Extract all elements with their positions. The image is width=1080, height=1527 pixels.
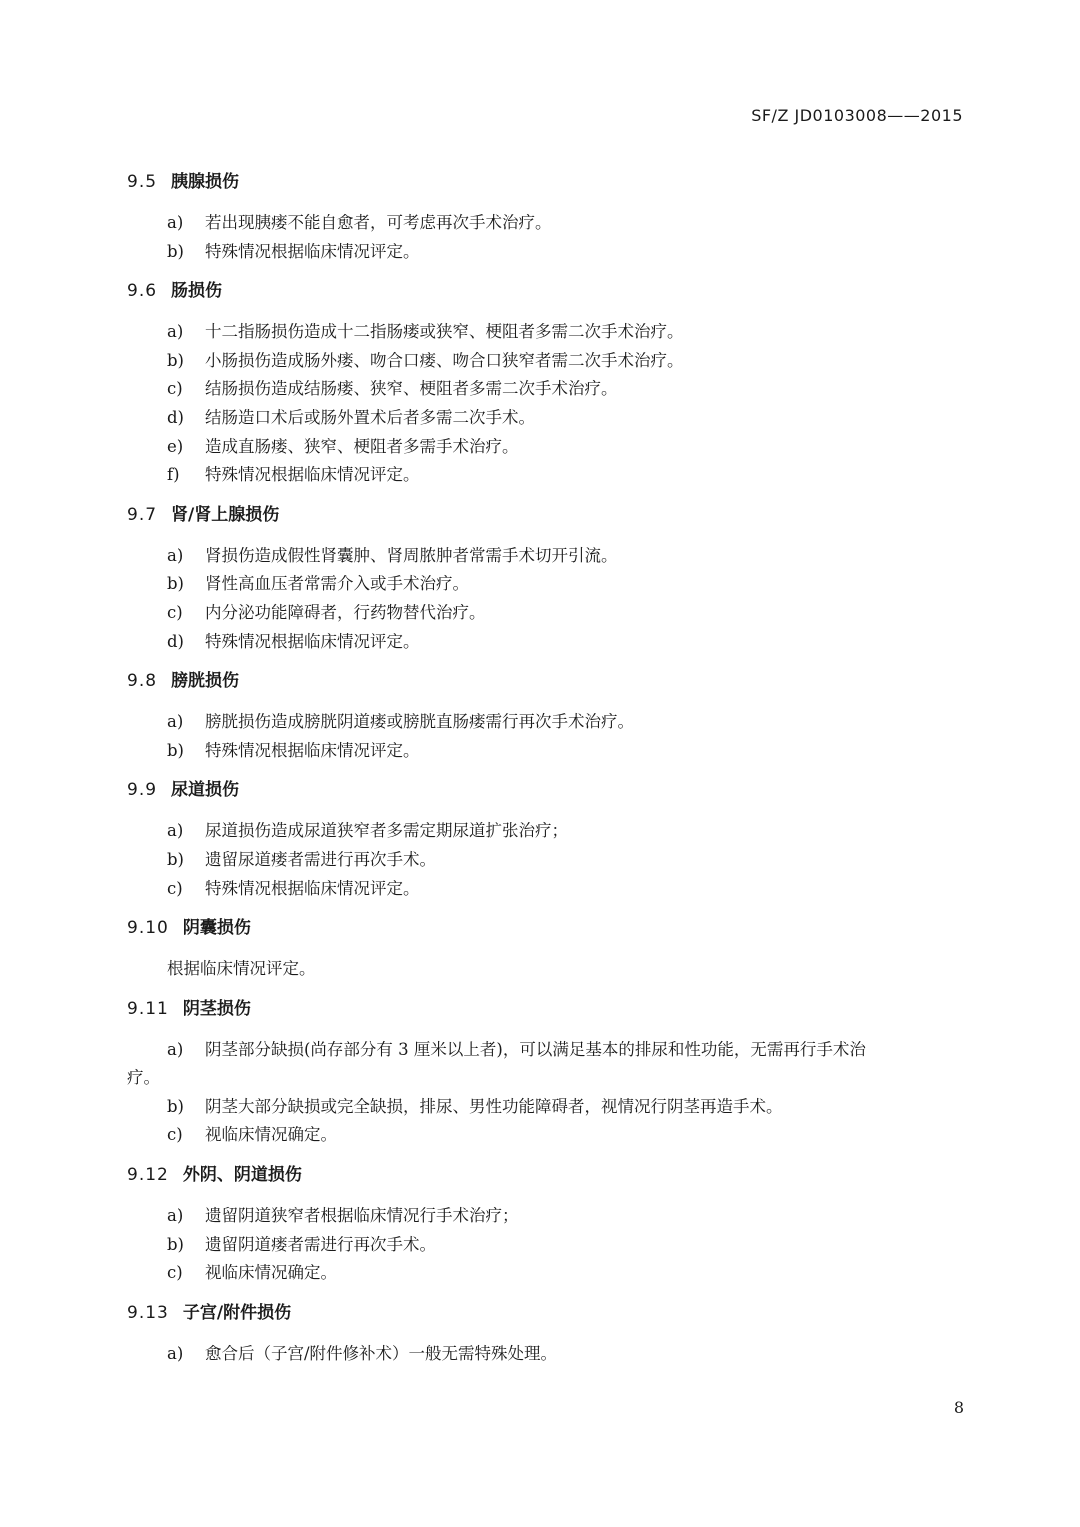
page-number: 8 — [953, 1398, 964, 1417]
section-heading — [127, 995, 967, 1023]
list-item — [127, 1202, 967, 1231]
item-marker: a) — [167, 545, 184, 565]
item-text: 特殊情况根据临床情况评定。 — [205, 465, 420, 485]
list-item — [127, 1340, 967, 1369]
section-title: 阴茎损伤 — [182, 998, 251, 1019]
section-9-5 — [127, 168, 967, 266]
item-list — [127, 708, 967, 765]
item-text: 膀胱损伤造成膀胱阴道瘘或膀胱直肠瘘需行再次手术治疗。 — [205, 712, 634, 732]
section-heading — [127, 168, 967, 196]
item-marker: e) — [167, 436, 184, 456]
item-text: 阴茎部分缺损(尚存部分有 3 厘米以上者)，可以满足基本的排尿和性功能，无需再行手术治 — [205, 1039, 866, 1059]
item-marker: b) — [167, 1234, 184, 1254]
item-marker: c) — [167, 1263, 183, 1283]
list-item — [127, 404, 967, 433]
section-number: 9.11 — [127, 998, 169, 1019]
section-paragraph: 根据临床情况评定。 — [167, 959, 316, 979]
item-text: 特殊情况根据临床情况评定。 — [205, 878, 420, 898]
item-marker: a) — [167, 1206, 184, 1226]
list-item — [127, 846, 967, 875]
item-marker: b) — [167, 1096, 184, 1116]
item-text: 特殊情况根据临床情况评定。 — [205, 241, 420, 261]
list-item — [127, 1231, 967, 1260]
item-text: 小肠损伤造成肠外瘘、吻合口瘘、吻合口狭窄者需二次手术治疗。 — [205, 350, 684, 370]
item-text: 视临床情况确定。 — [205, 1263, 337, 1283]
item-list — [127, 817, 967, 903]
item-text: 尿道损伤造成尿道狭窄者多需定期尿道扩张治疗； — [205, 821, 568, 841]
item-marker: d) — [167, 407, 184, 427]
item-text: 内分泌功能障碍者，行药物替代治疗。 — [205, 602, 486, 622]
section-title: 外阴、阴道损伤 — [182, 1165, 302, 1186]
list-item — [127, 375, 967, 404]
item-text: 结肠损伤造成结肠瘘、狭窄、梗阻者多需二次手术治疗。 — [205, 379, 618, 399]
section-number: 9.8 — [127, 671, 158, 692]
section-9-13 — [127, 1299, 967, 1369]
list-item — [127, 708, 967, 737]
section-title: 子宫/附件损伤 — [182, 1302, 292, 1323]
item-list — [127, 1202, 967, 1288]
item-text-continuation: 疗。 — [127, 1068, 160, 1088]
item-marker: c) — [167, 602, 183, 622]
section-number: 9.6 — [127, 281, 158, 302]
section-heading — [127, 277, 967, 305]
item-text: 肾性高血压者常需介入或手术治疗。 — [205, 574, 469, 594]
item-text: 特殊情况根据临床情况评定。 — [205, 740, 420, 760]
section-heading — [127, 501, 967, 529]
item-list — [127, 1340, 967, 1369]
list-item — [127, 1121, 967, 1150]
item-text: 十二指肠损伤造成十二指肠瘘或狭窄、梗阻者多需二次手术治疗。 — [205, 322, 684, 342]
item-marker: a) — [167, 821, 184, 841]
section-number: 9.13 — [127, 1302, 169, 1323]
item-marker: b) — [167, 740, 184, 760]
section-number: 9.5 — [127, 172, 158, 192]
list-item — [127, 1259, 967, 1288]
item-list — [127, 209, 967, 266]
section-9-8 — [127, 667, 967, 765]
item-text: 阴茎大部分缺损或完全缺损，排尿、男性功能障碍者，视情况行阴茎再造手术。 — [205, 1096, 783, 1116]
item-text: 肾损伤造成假性肾囊肿、肾周脓肿者常需手术切开引流。 — [205, 545, 618, 565]
item-text: 遗留阴道狭窄者根据临床情况行手术治疗； — [205, 1206, 519, 1226]
section-9-7 — [127, 501, 967, 656]
section-title: 肠损伤 — [171, 281, 223, 302]
section-number: 9.10 — [127, 918, 169, 939]
list-item — [127, 542, 967, 571]
section-9-11 — [127, 995, 967, 1150]
item-marker: c) — [167, 379, 183, 399]
item-marker: a) — [167, 712, 184, 732]
item-marker: a) — [167, 1039, 184, 1059]
document-body — [127, 168, 967, 1379]
list-item — [127, 238, 967, 267]
item-text: 愈合后（子宫/附件修补术）一般无需特殊处理。 — [205, 1343, 558, 1363]
item-marker: a) — [167, 322, 184, 342]
section-number: 9.7 — [127, 504, 158, 525]
section-9-9 — [127, 776, 967, 903]
item-list — [127, 318, 967, 490]
list-item — [127, 628, 967, 657]
list-item — [127, 347, 967, 376]
item-text: 遗留尿道瘘者需进行再次手术。 — [205, 849, 436, 869]
section-9-10 — [127, 914, 967, 984]
section-9-12 — [127, 1161, 967, 1288]
section-heading — [127, 667, 967, 695]
list-item — [127, 209, 967, 238]
section-title: 阴囊损伤 — [182, 918, 251, 939]
item-text: 视临床情况确定。 — [205, 1125, 337, 1145]
list-item — [127, 737, 967, 766]
section-heading — [127, 914, 967, 942]
list-item — [127, 875, 967, 904]
section-9-6 — [127, 277, 967, 490]
section-title: 膀胱损伤 — [171, 671, 240, 692]
item-marker: c) — [167, 878, 183, 898]
list-item — [127, 599, 967, 628]
section-heading — [127, 1299, 967, 1327]
item-text: 造成直肠瘘、狭窄、梗阻者多需手术治疗。 — [205, 436, 519, 456]
item-text: 结肠造口术后或肠外置术后者多需二次手术。 — [205, 407, 535, 427]
list-item — [127, 1036, 967, 1065]
item-list — [127, 542, 967, 656]
item-marker: a) — [167, 1343, 184, 1363]
section-number: 9.12 — [127, 1165, 169, 1186]
item-list — [127, 1036, 967, 1150]
item-text: 特殊情况根据临床情况评定。 — [205, 631, 420, 651]
item-marker: b) — [167, 849, 184, 869]
list-item — [127, 817, 967, 846]
section-title: 肾/肾上腺损伤 — [171, 504, 280, 525]
item-marker: c) — [167, 1125, 183, 1145]
document-code-header: SF/Z JD0103008——2015 — [751, 106, 963, 125]
item-text: 遗留阴道瘘者需进行再次手术。 — [205, 1234, 436, 1254]
section-heading — [127, 1161, 967, 1189]
item-marker: b) — [167, 574, 184, 594]
item-marker: a) — [167, 213, 184, 232]
item-marker: b) — [167, 350, 184, 370]
item-marker: f) — [167, 465, 180, 485]
section-heading — [127, 776, 967, 804]
list-item — [127, 461, 967, 490]
list-item — [127, 318, 967, 347]
list-item — [127, 570, 967, 599]
item-text: 若出现胰瘘不能自愈者，可考虑再次手术治疗。 — [205, 213, 552, 232]
list-item — [127, 433, 967, 462]
item-marker: d) — [167, 631, 184, 651]
section-number: 9.9 — [127, 780, 158, 801]
section-title: 尿道损伤 — [171, 780, 240, 801]
list-item — [127, 1093, 967, 1122]
item-marker: b) — [167, 241, 184, 261]
section-title: 胰腺损伤 — [171, 172, 240, 192]
